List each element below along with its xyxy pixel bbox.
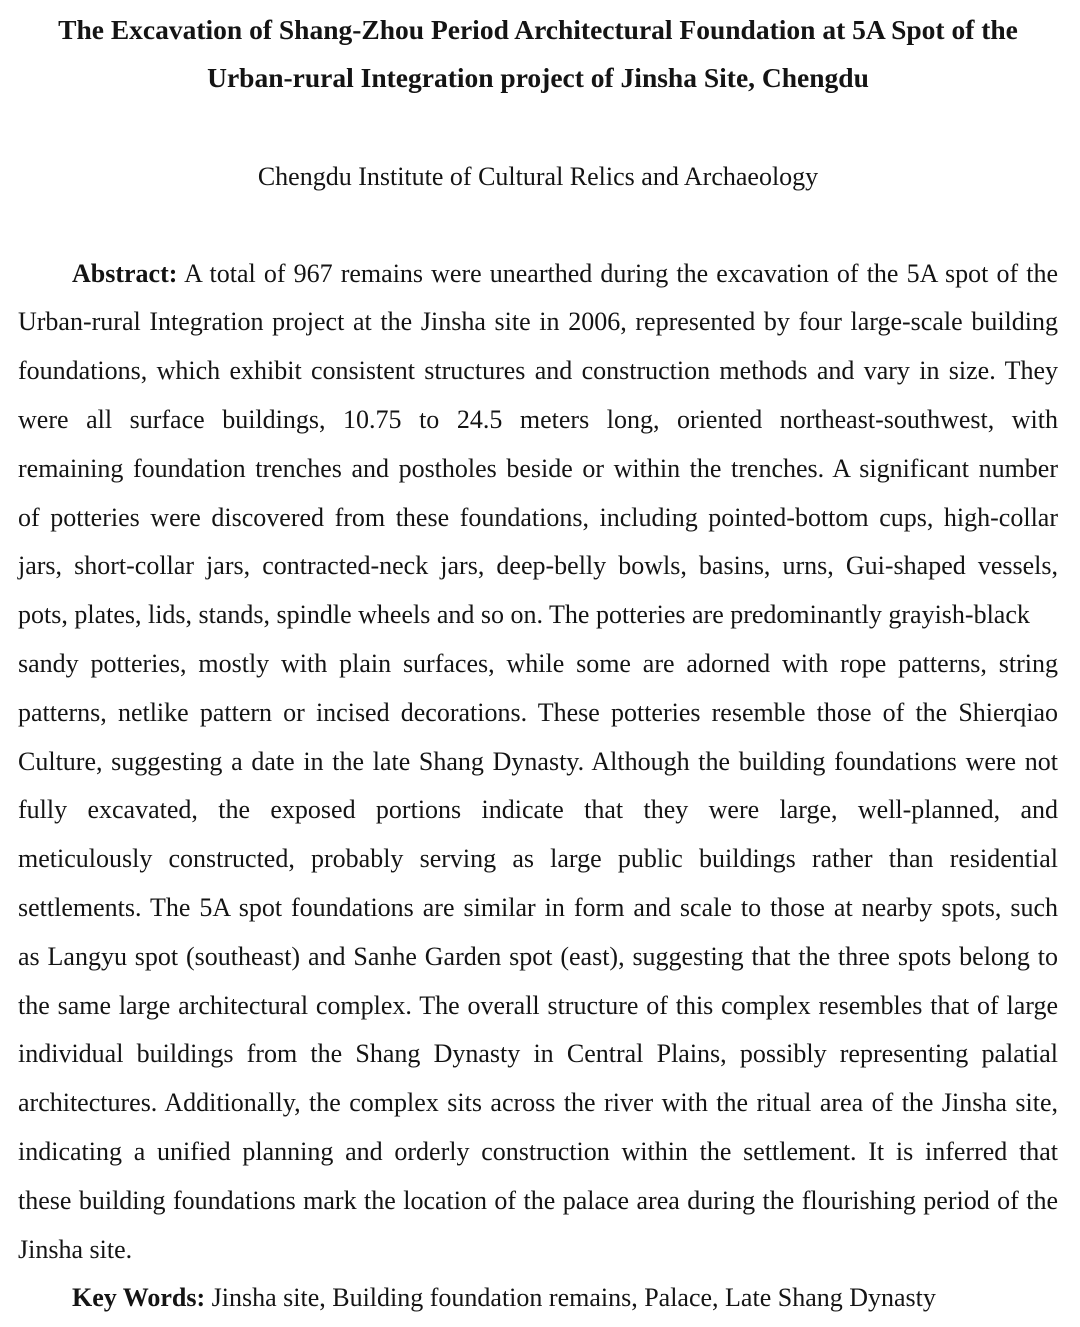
abstract-line: patterns, netlike pattern or incised decorations. These potteries resemble those of the Shierqiao [18,697,1058,727]
abstract-line: settlements. The 5A spot foundations are similar in form and scale to those at nearby spots, such [18,892,1058,922]
abstract-line: remaining foundation trenches and postholes beside or within the trenches. A significant number [18,453,1058,483]
abstract-line: the same large architectural complex. The overall structure of this complex resembles that of large [18,990,1058,1020]
title-line: The Excavation of Shang-Zhou Period Architectural Foundation at 5A Spot of the [58,14,1018,45]
abstract-line: these building foundations mark the location of the palace area during the flourishing period of the [18,1185,1058,1215]
author-affiliation: Chengdu Institute of Cultural Relics and Archaeology [257,161,819,191]
keywords-text: Jinsha site, Building foundation remains, Palace, Late Shang Dynasty [211,1283,936,1313]
abstract-line-text: A total of 967 remains were unearthed during the excavation of the 5A spot of the [184,258,1058,288]
abstract-line: Jinsha site. [18,1234,133,1264]
abstract-line: jars, short-collar jars, contracted-neck jars, deep-belly bowls, basins, urns, Gui-shaped vessels, [18,551,1058,581]
abstract-line: of potteries were discovered from these foundations, including pointed-bottom cups, high-collar [18,502,1058,532]
abstract-line: fully excavated, the exposed portions indicate that they were large, well-planned, and [18,795,1058,825]
abstract-line: sandy potteries, mostly with plain surfaces, while some are adorned with rope patterns, string [18,648,1058,678]
abstract-line: Culture, suggesting a date in the late Shang Dynasty. Although the building foundations were not [18,746,1058,776]
abstract-line: individual buildings from the Shang Dynasty in Central Plains, possibly representing palatial [18,1039,1058,1069]
abstract [18,250,1058,1275]
abstract-label: Abstract: [72,258,178,288]
keywords-label: Key Words: [72,1283,206,1313]
abstract-line: as Langyu spot (southeast) and Sanhe Garden spot (east), suggesting that the three spots belong to [18,941,1058,971]
abstract-line: meticulously constructed, probably serving as large public buildings rather than residential [18,844,1058,874]
abstract-line: foundations, which exhibit consistent structures and construction methods and vary in size. They [18,356,1058,386]
abstract-line: pots, plates, lids, stands, spindle wheels and so on. The potteries are predominantly grayish-black [18,600,1030,630]
paper-title [18,6,1058,102]
abstract-line: were all surface buildings, 10.75 to 24.5 meters long, oriented northeast-southwest, with [18,404,1058,434]
abstract-line: architectures. Additionally, the complex sits across the river with the ritual area of the Jinsha site, [18,1088,1058,1118]
abstract-line: Urban-rural Integration project at the Jinsha site in 2006, represented by four large-scale building [18,307,1058,337]
abstract-line [18,250,1058,299]
abstract-line: indicating a unified planning and orderly construction within the settlement. It is inferred that [18,1136,1058,1166]
title-line: Urban-rural Integration project of Jinsha Site, Chengdu [207,62,869,93]
keywords [18,1274,1058,1323]
